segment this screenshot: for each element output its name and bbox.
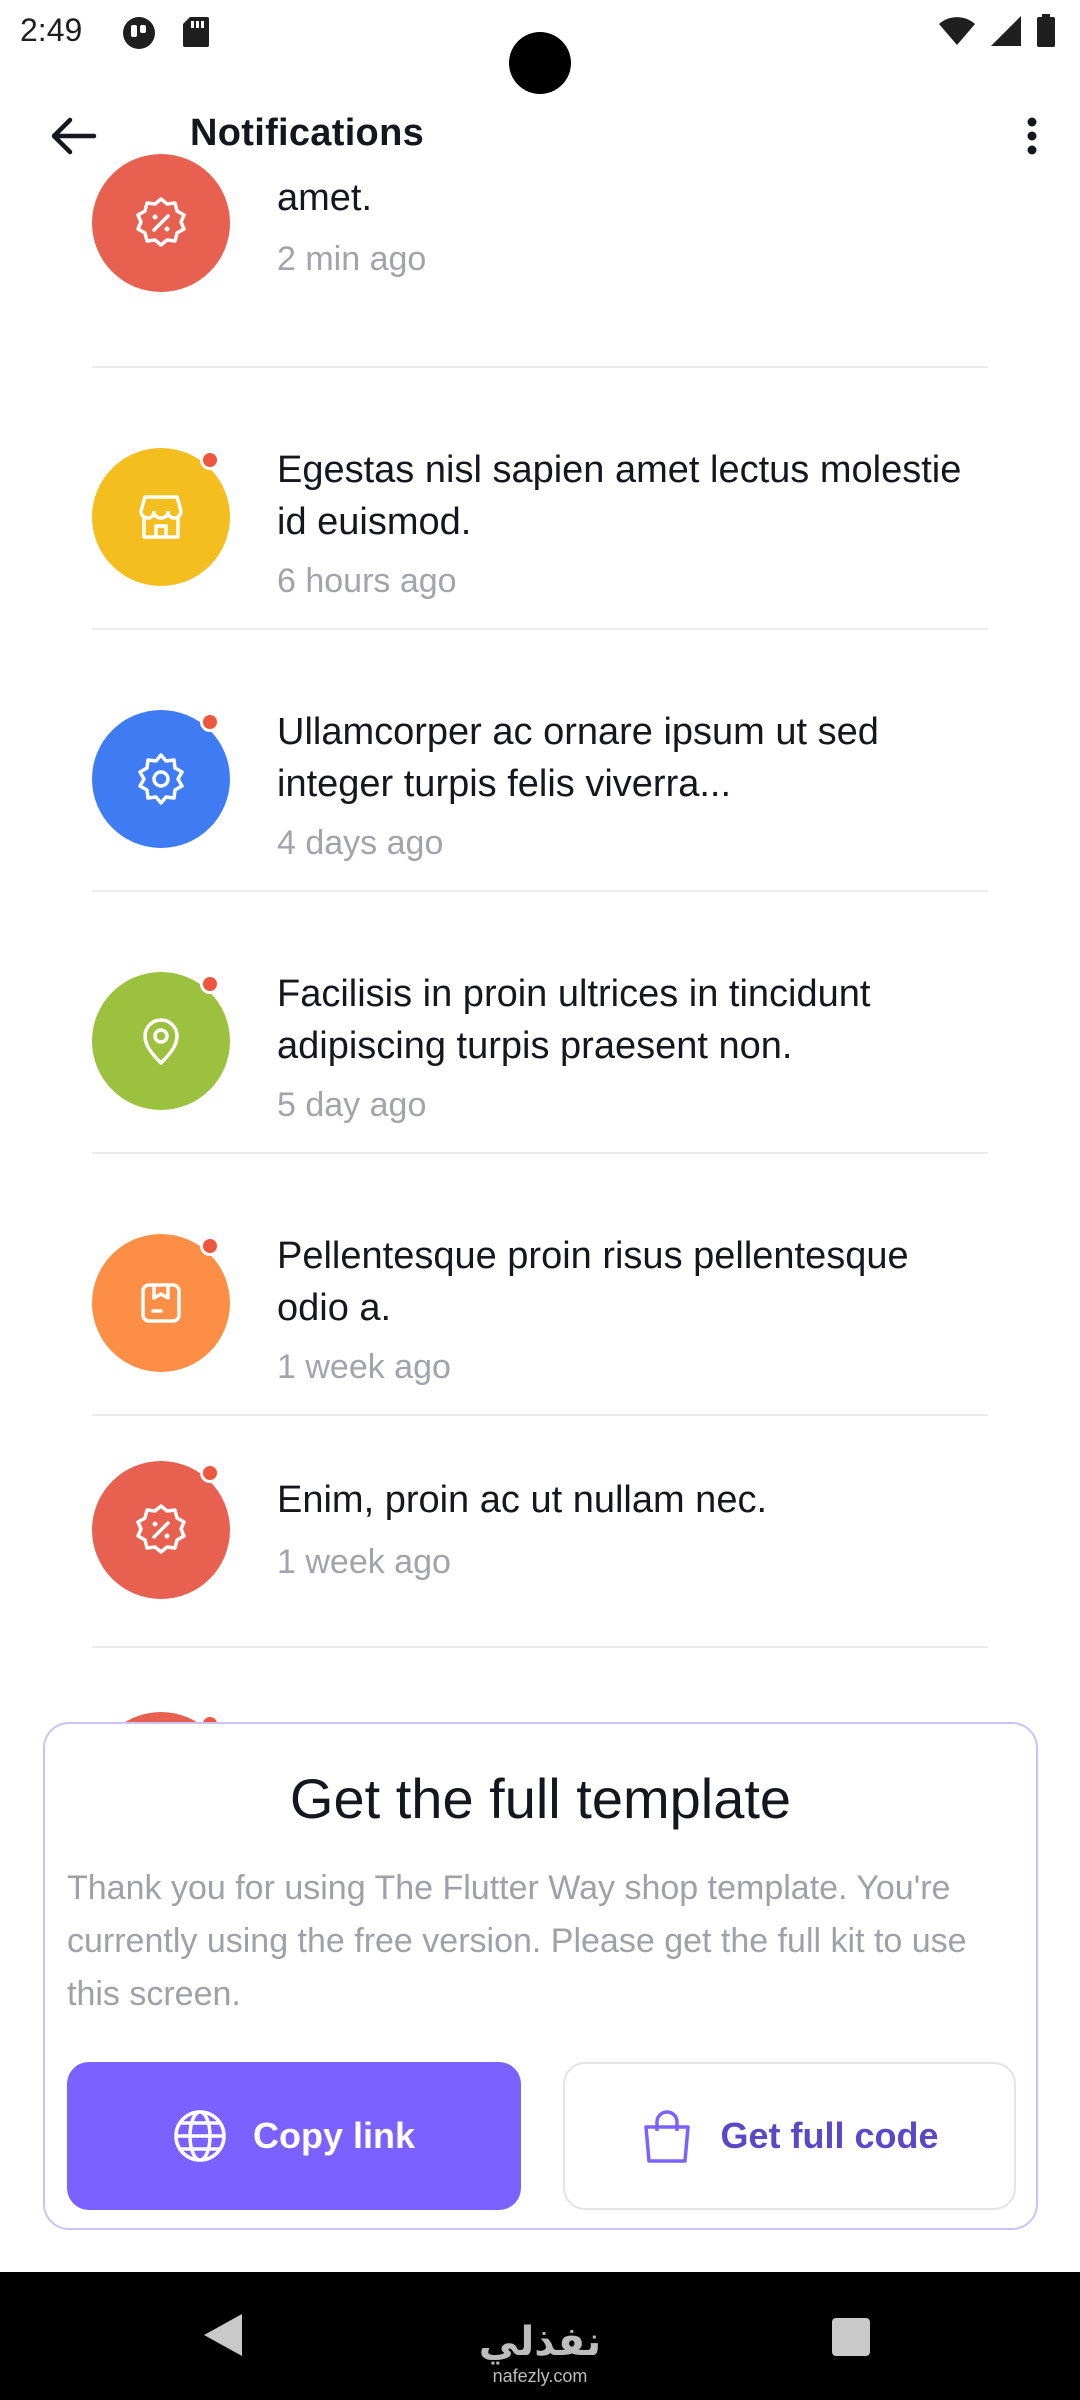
notification-time: 6 hours ago [277, 562, 457, 600]
discount-badge-avatar [92, 154, 230, 292]
notification-title: Enim, proin ac ut nullam nec. [277, 1479, 768, 1521]
notification-item[interactable] [92, 1470, 988, 1690]
wifi-icon [938, 16, 976, 51]
notification-item[interactable] [92, 172, 988, 392]
list-divider [92, 1646, 988, 1648]
notification-time: 1 week ago [277, 1543, 451, 1581]
more-vertical-icon [1026, 116, 1038, 156]
watermark-arabic: نفذلي [478, 2319, 602, 2365]
back-button[interactable] [40, 108, 106, 164]
arrow-left-icon [50, 116, 96, 156]
list-divider [92, 366, 988, 368]
unread-dot [200, 1236, 220, 1256]
notification-time: 1 week ago [277, 1348, 451, 1386]
notification-item[interactable] [92, 706, 988, 926]
discount-badge-icon [131, 1500, 191, 1560]
get-full-code-label: Get full code [720, 2115, 939, 2156]
triangle-back-icon [202, 2312, 244, 2358]
unread-dot [200, 712, 220, 732]
settings-gear-icon [131, 749, 191, 809]
shopping-bag-icon [640, 2107, 694, 2165]
discount-badge-icon [131, 193, 191, 253]
notification-time: 5 day ago [277, 1086, 427, 1124]
app-notification-icon [122, 16, 156, 55]
notification-title: Ullamcorper ac ornare ipsum ut sed integer turpis felis viverra... [277, 711, 879, 805]
notification-item[interactable] [92, 444, 988, 664]
copy-link-button[interactable] [67, 2062, 521, 2210]
unread-dot [200, 450, 220, 470]
package-box-icon [131, 1273, 191, 1333]
unread-dot [200, 1463, 220, 1483]
watermark [470, 2320, 610, 2387]
page-title: Notifications [190, 112, 425, 154]
status-time: 2:49 [20, 12, 83, 48]
notification-title: amet. [277, 177, 373, 219]
notification-item[interactable] [92, 968, 988, 1188]
list-divider [92, 1152, 988, 1154]
banner-title: Get the full template [289, 1767, 792, 1830]
system-nav-bar [0, 2272, 1080, 2400]
cellular-signal-icon [990, 15, 1022, 52]
notification-time: 2 min ago [277, 240, 427, 278]
copy-link-label: Copy link [252, 2115, 416, 2156]
banner-description: Thank you for using The Flutter Way shop template. You're currently using the free version. Please get the full kit to use this screen. [67, 1869, 967, 2013]
list-divider [92, 1414, 988, 1416]
watermark-latin: nafezly.com [492, 2366, 588, 2386]
battery-icon [1036, 14, 1056, 53]
unread-dot [200, 974, 220, 994]
list-divider [92, 628, 988, 630]
notification-title: Facilisis in proin ultrices in tincidunt adipiscing turpis praesent non. [277, 973, 871, 1067]
notification-item[interactable] [92, 1230, 988, 1450]
location-pin-icon [131, 1011, 191, 1071]
camera-cutout [509, 32, 571, 94]
list-divider [92, 890, 988, 892]
more-options-button[interactable] [1004, 108, 1060, 164]
notification-title: Egestas nisl sapien amet lectus molestie id euismod. [277, 449, 962, 543]
globe-icon [173, 2109, 227, 2163]
sd-card-icon [182, 16, 210, 53]
notification-time: 4 days ago [277, 824, 444, 862]
nav-recents-button[interactable] [832, 2318, 870, 2356]
notification-list[interactable] [0, 177, 1080, 1728]
notification-title: Pellentesque proin risus pellentesque odio a. [277, 1235, 909, 1329]
get-full-code-button[interactable] [563, 2062, 1016, 2210]
shop-icon [131, 487, 191, 547]
nav-back-button[interactable] [202, 2312, 244, 2363]
upgrade-banner [43, 1722, 1038, 2230]
